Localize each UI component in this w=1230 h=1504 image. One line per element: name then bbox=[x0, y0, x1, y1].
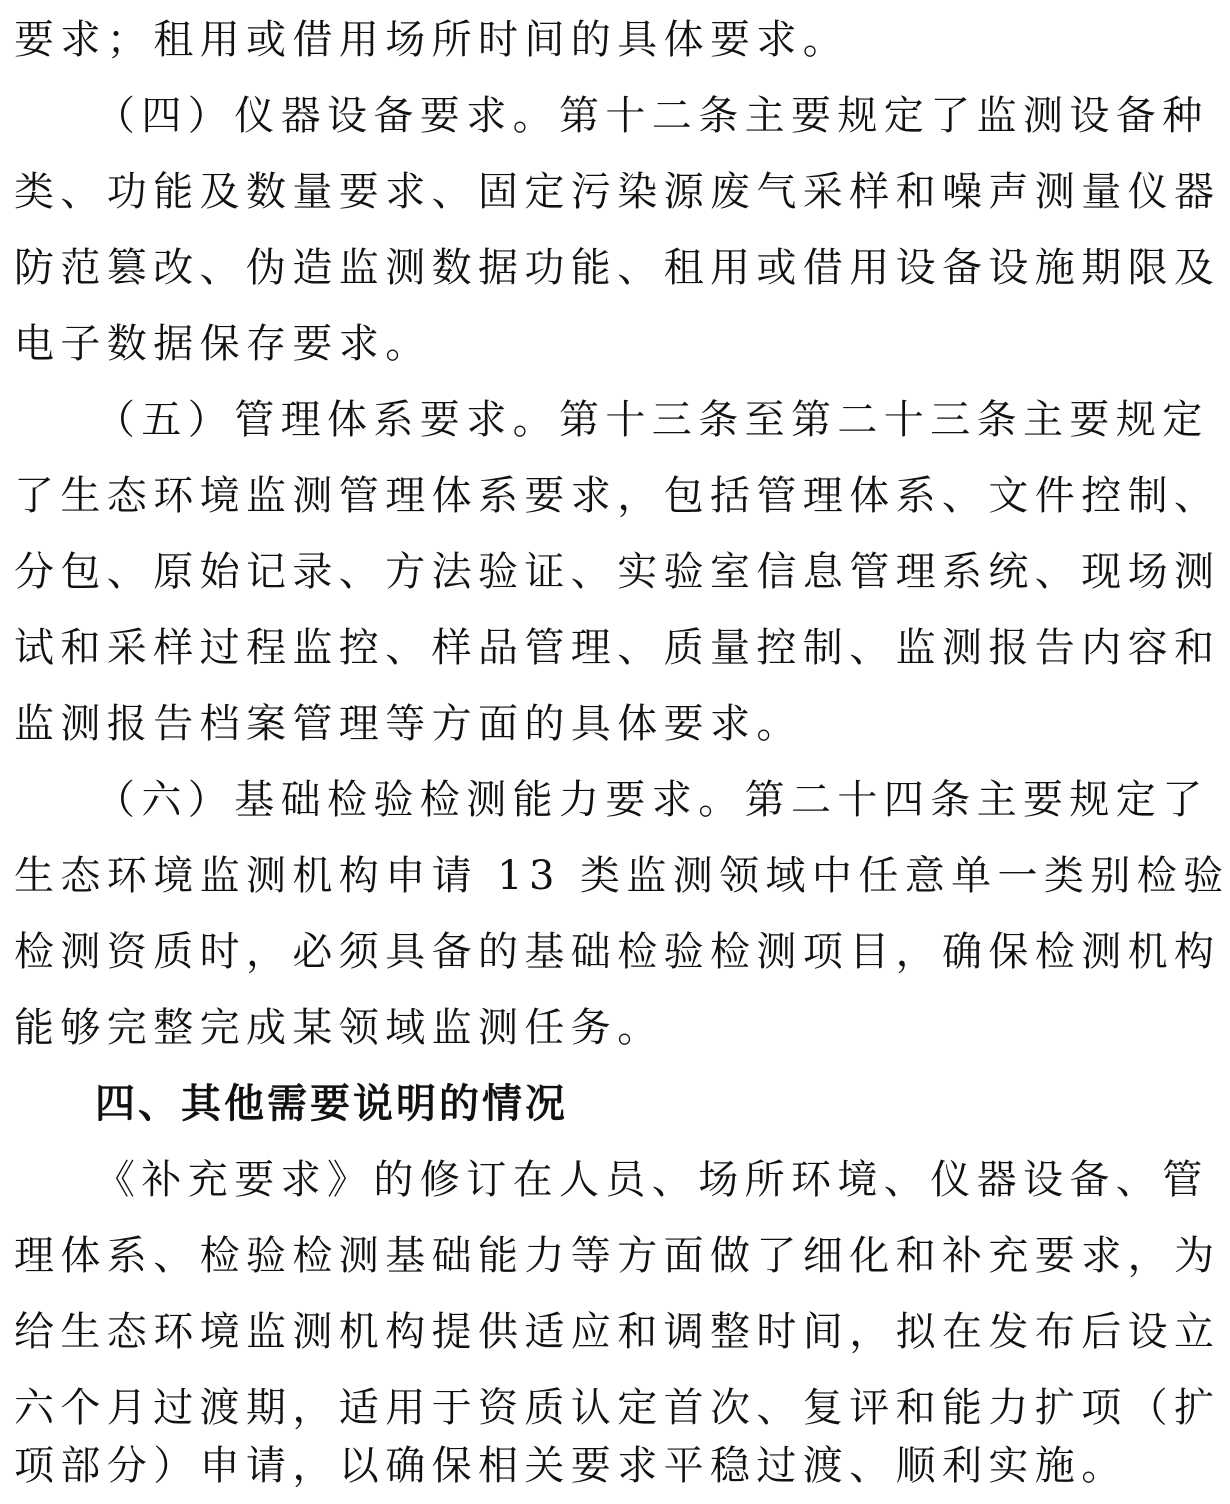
text-line: 能够完整完成某领域监测任务。 bbox=[14, 1005, 664, 1051]
text-line: 给生态环境监测机构提供适应和调整时间，拟在发布后设立 bbox=[14, 1309, 1221, 1355]
text-line: 理体系、检验检测基础能力等方面做了细化和补充要求，为 bbox=[14, 1233, 1221, 1279]
text-line: 生态环境监测机构申请 13 类监测领域中任意单一类别检验 bbox=[14, 853, 1230, 899]
text-line: 项部分）申请，以确保相关要求平稳过渡、顺利实施。 bbox=[14, 1443, 1128, 1489]
section-five-paragraph-start: （五）管理体系要求。第十三条至第二十三条主要规定 bbox=[95, 397, 1209, 443]
section-six-paragraph-start: （六）基础检验检测能力要求。第二十四条主要规定了 bbox=[95, 777, 1209, 823]
text-line: 防范篡改、伪造监测数据功能、租用或借用设备设施期限及 bbox=[14, 245, 1221, 291]
text-line: 了生态环境监测管理体系要求，包括管理体系、文件控制、 bbox=[14, 473, 1221, 519]
final-paragraph-start: 《补充要求》的修订在人员、场所环境、仪器设备、管 bbox=[95, 1157, 1209, 1203]
text-line: 六个月过渡期，适用于资质认定首次、复评和能力扩项（扩 bbox=[14, 1385, 1221, 1431]
section-heading: 四、其他需要说明的情况 bbox=[95, 1081, 568, 1127]
text-line: 试和采样过程监控、样品管理、质量控制、监测报告内容和 bbox=[14, 625, 1221, 671]
text-line: 要求；租用或借用场所时间的具体要求。 bbox=[14, 17, 850, 63]
text-line: 检测资质时，必须具备的基础检验检测项目，确保检测机构 bbox=[14, 929, 1221, 975]
text-line: 分包、原始记录、方法验证、实验室信息管理系统、现场测 bbox=[14, 549, 1221, 595]
text-line: 监测报告档案管理等方面的具体要求。 bbox=[14, 701, 803, 747]
text-line: 电子数据保存要求。 bbox=[14, 321, 432, 367]
section-four-paragraph-start: （四）仪器设备要求。第十二条主要规定了监测设备种 bbox=[95, 93, 1209, 139]
text-line: 类、功能及数量要求、固定污染源废气采样和噪声测量仪器 bbox=[14, 169, 1221, 215]
